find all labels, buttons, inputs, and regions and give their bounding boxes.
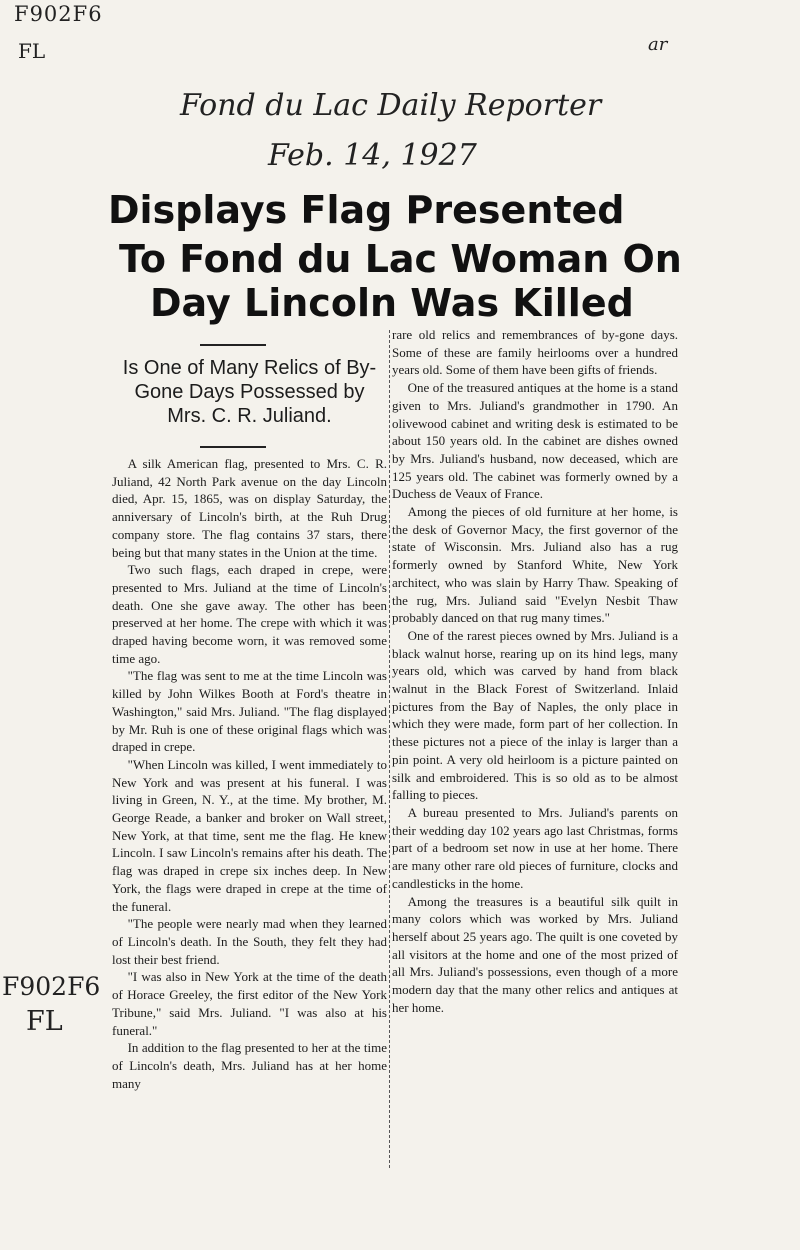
article-paragraph: One of the rarest pieces owned by Mrs. Juliand is a black walnut horse, rearing up on its hind legs, many years old, which was carved by hand from black walnut in the Black Forest of Switzerland. Inlaid pictures from the Bay of Naples, the only place in which they were made, form part of her collection. In these pictures not a piece of the inlay is larger than a pin point. A very old heirloom is a picture painted on silk and embroidered. This is so old as to be almost falling to pieces. <box>392 627 678 803</box>
headline-line-3: Day Lincoln Was Killed <box>150 281 634 325</box>
subhead <box>112 356 387 428</box>
subhead-line-1: Is One of Many Relics of By- <box>122 357 377 379</box>
corner-mark: ar <box>648 34 668 55</box>
catalog-code-top: F902F6 <box>14 2 103 26</box>
article-paragraph: rare old relics and remembrances of by-gone days. Some of these are family heirlooms over a hundred years old. Some of them have been gifts of friends. <box>392 327 678 378</box>
handwritten-source: Fond du Lac Daily Reporter <box>180 88 602 123</box>
article-column-left <box>112 455 387 1092</box>
article-paragraph: "The flag was sent to me at the time Lincoln was killed by John Wilkes Booth at Ford's theatre in Washington," said Mrs. Juliand. "The flag displayed by Mr. Ruh is one of these original flags which was draped in crepe. <box>112 668 387 755</box>
catalog-fl-top: FL <box>18 39 46 63</box>
subhead-rule-bottom <box>200 446 266 448</box>
article-paragraph: A silk American flag, presented to Mrs. C. R. Juliand, 42 North Park avenue on the day Lincoln died, Apr. 15, 1865, was on display Saturday, the anniversary of Lincoln's birth, at the Ruh Drug company store. The flag contains 37 stars, there being but that many states in the Union at the time. <box>112 456 387 560</box>
article-paragraph: A bureau presented to Mrs. Juliand's parents on their wedding day 102 years ago last Christmas, forms part of a bedroom set now in use at her home. There are many other rare old pieces of furniture, clocks and candlesticks in the home. <box>392 804 678 891</box>
subhead-line-2: Gone Days Possessed by <box>134 381 365 403</box>
subhead-rule-top <box>200 344 266 346</box>
headline-line-1: Displays Flag Presented <box>108 188 625 232</box>
article-paragraph: In addition to the flag presented to her at the time of Lincoln's death, Mrs. Juliand has at her home many <box>112 1040 387 1091</box>
article-paragraph: "I was also in New York at the time of the death of Horace Greeley, the first editor of the New York Tribune," said Mrs. Juliand. "I was also at his funeral." <box>112 969 387 1038</box>
handwritten-date: Feb. 14, 1927 <box>268 138 477 173</box>
article-paragraph: Among the pieces of old furniture at her home, is the desk of Governor Macy, the first governor of the state of Wisconsin. Mrs. Juliand also has a rug formerly owned by Stanford White, New York architect, who was slain by Harry Thaw. Speaking of the rug, Mrs. Juliand said "Evelyn Nesbit Thaw probably danced on that rug many times." <box>392 504 678 626</box>
article-paragraph: Two such flags, each draped in crepe, were presented to Mrs. Juliand at the time of Lincoln's death. One she gave away. The other has been preserved at her home. The crepe with which it was draped having become worn, it was removed some time ago. <box>112 562 387 666</box>
subhead-line-3: Mrs. C. R. Juliand. <box>167 405 332 427</box>
article-paragraph: Among the treasures is a beautiful silk quilt in many colors which was worked by Mrs. Juliand herself about 25 years ago. The quilt is one coveted by all visitors at the home and one of the most prized of all Mrs. Juliand's possessions, even though of a more modern day that the many other relics and antiques at her home. <box>392 893 678 1015</box>
column-divider <box>389 330 390 1168</box>
catalog-fl-left: FL <box>26 1006 63 1037</box>
headline-line-2: To Fond du Lac Woman On <box>119 237 682 281</box>
article-paragraph: One of the treasured antiques at the home is a stand given to Mrs. Juliand's grandmother in 1790. An olivewood cabinet and writing desk is estimated to be about 150 years old. In the cabinet are dishes owned by Mrs. Juliand's husband, now deceased, which are 125 years old. The cabinet was formerly owned by a Duchess de Veaux of France. <box>392 380 678 502</box>
article-paragraph: "When Lincoln was killed, I went immediately to New York and was present at his funeral. I was living in Green, N. Y., at the time. My brother, M. George Reade, a banker and broker on Wall street, New York, at that time, sent me the flag. He knew Lincoln. I saw Lincoln's remains after his death. The flag was draped in crepe six inches deep. In New York, the flags were draped in crepe at the time of the funeral. <box>112 756 387 914</box>
catalog-code-left: F902F6 <box>2 972 101 1001</box>
article-paragraph: "The people were nearly mad when they learned of Lincoln's death. In the South, they felt they had lost their best friend. <box>112 916 387 967</box>
article-column-right <box>392 326 678 1016</box>
